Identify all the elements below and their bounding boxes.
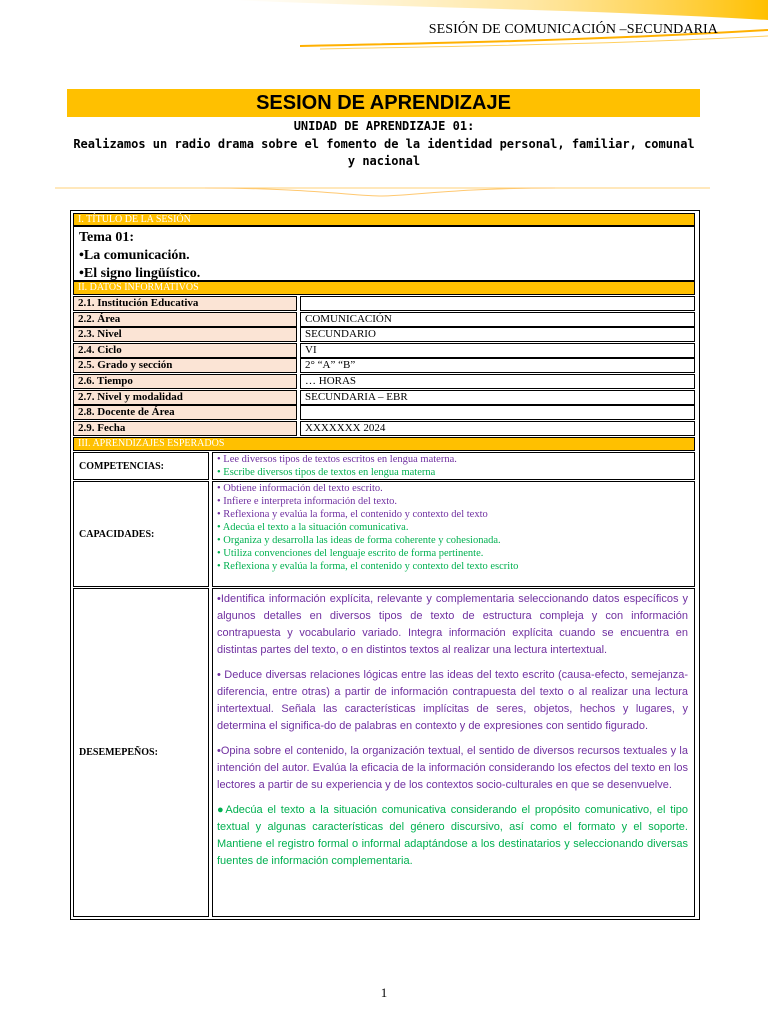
section-learning-heading: III. APRENDIZAJES ESPERADOS: [73, 437, 695, 451]
info-value: [300, 296, 695, 311]
info-label: 2.1. Institución Educativa: [73, 296, 297, 311]
competencia-lee: • Lee diversos tipos de textos escritos en lengua materna.: [217, 454, 457, 465]
info-label: 2.7. Nivel y modalidad: [73, 390, 297, 405]
section-title-heading: I. TÍTULO DE LA SESIÓN: [73, 213, 695, 226]
desempeno-1: •Identifica información explícita, relevante y complementaria seleccionando datos específicos y algunos detalles en diversos tipos de texto de estructura compleja y con información contrapuesta y vocabulario variado. Integra información explícita cuando se encuentra en distintas partes del texto, o en distintos textos al realizar una lectura intertextual.: [217, 593, 688, 656]
desempenos-cell: [212, 588, 695, 917]
capacidad-lee-3: • Reflexiona y evalúa la forma, el contenido y contexto del texto: [217, 509, 488, 520]
info-label: 2.3. Nivel: [73, 327, 297, 342]
topic-label: Tema 01:: [79, 230, 135, 245]
page-title: SESION DE APRENDIZAJE: [67, 89, 700, 117]
page-number: 1: [380, 985, 388, 1000]
info-label: 2.4. Ciclo: [73, 343, 297, 358]
info-value: VI: [300, 343, 695, 358]
info-value: [300, 405, 695, 420]
page-header-text: SESIÓN DE COMUNICACIÓN –SECUNDARIA: [428, 22, 718, 37]
desempeno-3: •Opina sobre el contenido, la organización textual, el sentido de diversos recursos textuales y la intención del autor. Evalúa la eficacia de la información considerando los efectos del texto en los lectores a partir de su experiencia y de los contextos socio-culturales en que se desenvuelve.: [217, 745, 688, 791]
info-value: … HORAS: [300, 374, 695, 389]
unit-subtitle: Realizamos un radio drama sobre el fomento de la identidad personal, familiar, comunal y nacional: [73, 137, 695, 168]
session-document: [70, 210, 700, 920]
info-label: 2.8. Docente de Área: [73, 405, 297, 420]
info-value: SECUNDARIO: [300, 327, 695, 342]
decorative-divider: [55, 182, 710, 200]
capacidades-cell: [212, 481, 695, 587]
capacidad-escribe-4: • Reflexiona y evalúa la forma, el contenido y contexto del texto escrito: [217, 561, 519, 572]
desempeno-4: ●Adecúa el texto a la situación comunicativa considerando el propósito comunicativo, el tipo textual y algunas características del género discursivo, así como el formato y el soporte. Mantiene el registro formal o informal adaptándose a los destinatarios y seleccionando diversas fuentes de información complementaria.: [217, 804, 688, 867]
capacidad-escribe-1: • Adecúa el texto a la situación comunicativa.: [217, 522, 409, 533]
capacidades-label: CAPACIDADES:: [73, 481, 209, 587]
topic-item-2: •El signo lingüístico.: [79, 266, 201, 281]
info-value: COMUNICACIÓN: [300, 312, 695, 327]
info-label: 2.6. Tiempo: [73, 374, 297, 389]
info-label: 2.5. Grado y sección: [73, 358, 297, 373]
topic-item-1: •La comunicación.: [79, 248, 190, 263]
competencias-cell: [212, 452, 695, 480]
desempeno-2: • Deduce diversas relaciones lógicas entre las ideas del texto escrito (causa-efecto, semejanza-diferencia, entre otras) a partir de información contrapuesta del texto o al realizar una lectura intertextual. Señala las características implícitas de seres, objetos, hechos y lugares, y determina el significa-do de palabras en contexto y de expresiones con sentido figurado.: [217, 669, 688, 732]
competencia-escribe: • Escribe diversos tipos de textos en lengua materna: [217, 467, 436, 478]
info-label: 2.9. Fecha: [73, 421, 297, 436]
info-value: 2° “A” “B”: [300, 358, 695, 373]
info-value: SECUNDARIA – EBR: [300, 390, 695, 405]
info-label: 2.2. Área: [73, 312, 297, 327]
capacidad-escribe-2: • Organiza y desarrolla las ideas de forma coherente y cohesionada.: [217, 535, 501, 546]
competencias-label: COMPETENCIAS:: [73, 452, 209, 480]
capacidad-lee-2: • Infiere e interpreta información del texto.: [217, 496, 398, 507]
capacidad-lee-1: • Obtiene información del texto escrito.: [217, 483, 383, 494]
section-info-heading: II. DATOS INFORMATIVOS: [73, 281, 695, 295]
unit-heading: UNIDAD DE APRENDIZAJE 01:: [293, 119, 475, 133]
capacidad-escribe-3: • Utiliza convenciones del lenguaje escrito de forma pertinente.: [217, 548, 484, 559]
info-value: XXXXXXX 2024: [300, 421, 695, 436]
topic-box: [73, 226, 695, 281]
desempenos-label: DESEMEPEÑOS:: [73, 588, 209, 917]
